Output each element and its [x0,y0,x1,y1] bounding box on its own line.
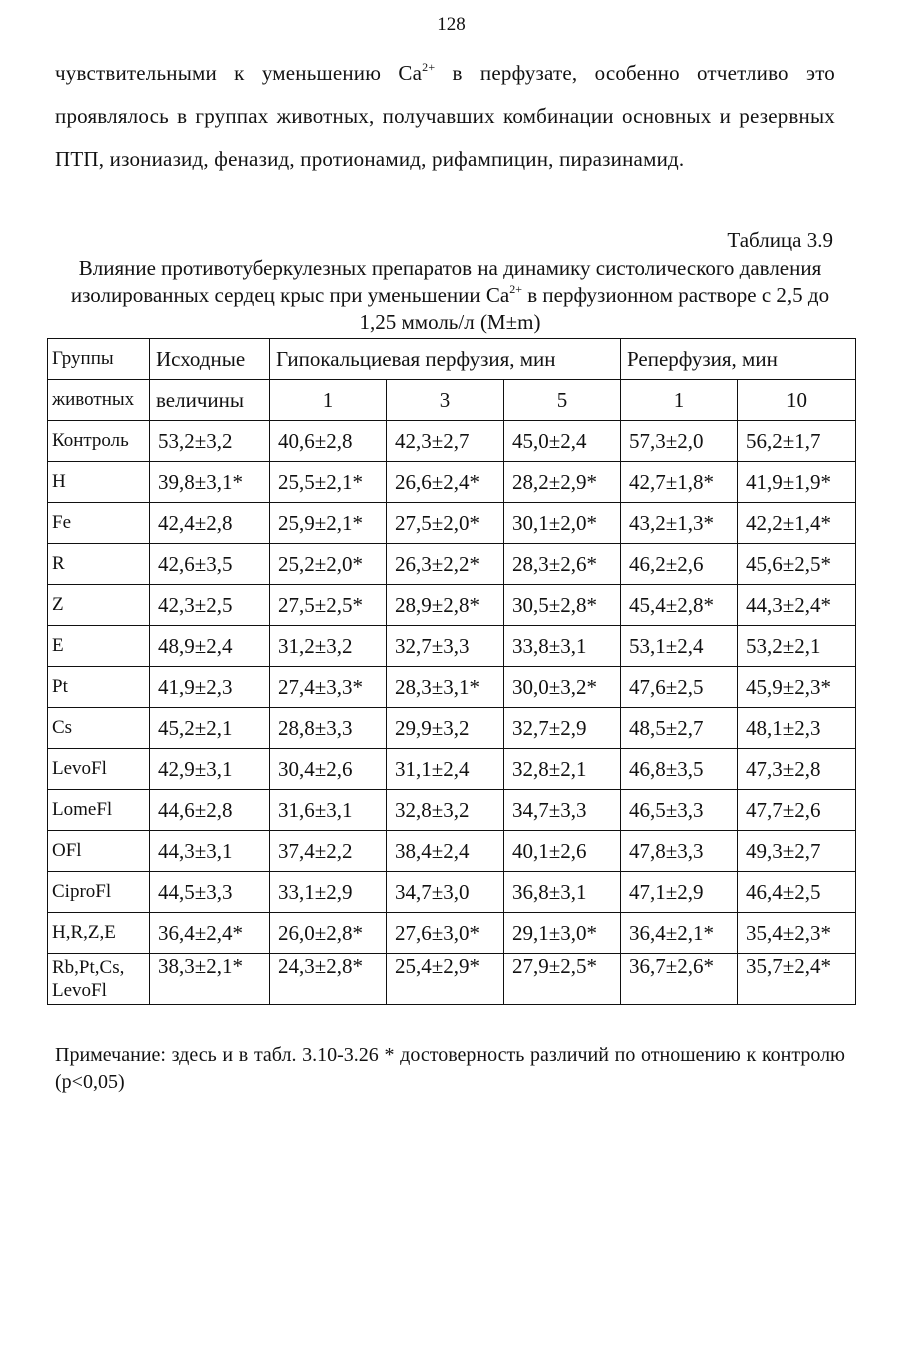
group-name-cell: LevoFl [48,749,150,790]
value-cell: 28,8±3,3 [270,708,387,749]
value-cell: 31,6±3,1 [270,790,387,831]
value-cell: 30,5±2,8* [504,585,621,626]
value-cell: 46,2±2,6 [621,544,738,585]
value-cell: 56,2±1,7 [738,421,856,462]
value-cell: 29,9±3,2 [387,708,504,749]
value-cell: 41,9±1,9* [738,462,856,503]
value-cell: 44,3±3,1 [150,831,270,872]
value-cell: 27,5±2,0* [387,503,504,544]
value-cell: 44,6±2,8 [150,790,270,831]
value-cell: 33,8±3,1 [504,626,621,667]
value-cell: 37,4±2,2 [270,831,387,872]
table-row [48,872,856,913]
caption-text-start: Влияние противотуберкулезных препаратов на динамику систолического давления изолированных сердец крыс при уменьшении Ca [70,256,822,307]
value-cell: 47,7±2,6 [738,790,856,831]
value-cell: 38,3±2,1* [150,954,270,1005]
value-cell: 35,7±2,4* [738,954,856,1005]
value-cell: 40,1±2,6 [504,831,621,872]
group-name-cell: H,R,Z,E [48,913,150,954]
header-groups-sub: животных [48,380,150,421]
value-cell: 29,1±3,0* [504,913,621,954]
value-cell: 46,4±2,5 [738,872,856,913]
group-name-cell: Контроль [48,421,150,462]
value-cell: 27,5±2,5* [270,585,387,626]
value-cell: 45,2±2,1 [150,708,270,749]
value-cell: 47,1±2,9 [621,872,738,913]
value-cell: 48,5±2,7 [621,708,738,749]
group-name-cell: Fe [48,503,150,544]
paragraph-text-end: в перфузате, особенно отчетливо это проявлялось в группах животных, получавших комбинации основных и резервных ПТП, изониазид, феназид, протионамид, рифампицин, пиразинамид. [55,61,835,171]
table-row [48,503,856,544]
header-initial-sub: величины [150,380,270,421]
value-cell: 42,4±2,8 [150,503,270,544]
value-cell: 38,4±2,4 [387,831,504,872]
table-note: Примечание: здесь и в табл. 3.10-3.26 * достоверность различий по отношению к контролю (р<0,05) [55,1044,845,1093]
value-cell: 28,3±3,1* [387,667,504,708]
value-cell: 34,7±3,0 [387,872,504,913]
value-cell: 53,1±2,4 [621,626,738,667]
value-cell: 36,4±2,4* [150,913,270,954]
value-cell: 39,8±3,1* [150,462,270,503]
value-cell: 47,3±2,8 [738,749,856,790]
value-cell: 36,7±2,6* [621,954,738,1005]
value-cell: 28,3±2,6* [504,544,621,585]
value-cell: 57,3±2,0 [621,421,738,462]
data-table [47,338,856,1005]
value-cell: 42,6±3,5 [150,544,270,585]
value-cell: 31,2±3,2 [270,626,387,667]
value-cell: 30,4±2,6 [270,749,387,790]
table-row [48,708,856,749]
value-cell: 47,6±2,5 [621,667,738,708]
header-minute: 3 [387,380,504,421]
value-cell: 27,9±2,5* [504,954,621,1005]
value-cell: 26,3±2,2* [387,544,504,585]
table-row [48,544,856,585]
value-cell: 32,7±3,3 [387,626,504,667]
value-cell: 28,2±2,9* [504,462,621,503]
header-groups: Группы [48,339,150,380]
value-cell: 26,6±2,4* [387,462,504,503]
group-name-cell: LomeFl [48,790,150,831]
group-name-cell: Cs [48,708,150,749]
value-cell: 25,4±2,9* [387,954,504,1005]
value-cell: 24,3±2,8* [270,954,387,1005]
group-name-cell: OFl [48,831,150,872]
value-cell: 42,3±2,5 [150,585,270,626]
group-name-cell: H [48,462,150,503]
value-cell: 42,2±1,4* [738,503,856,544]
group-name-cell: Rb,Pt,Cs, LevoFl [48,954,150,1005]
table-label: Таблица 3.9 [727,228,833,252]
value-cell: 43,2±1,3* [621,503,738,544]
header-reperfusion: Реперфузия, мин [621,339,856,380]
value-cell: 27,6±3,0* [387,913,504,954]
value-cell: 40,6±2,8 [270,421,387,462]
table-row [48,421,856,462]
table-row [48,667,856,708]
value-cell: 31,1±2,4 [387,749,504,790]
value-cell: 36,4±2,1* [621,913,738,954]
value-cell: 34,7±3,3 [504,790,621,831]
value-cell: 25,9±2,1* [270,503,387,544]
value-cell: 26,0±2,8* [270,913,387,954]
value-cell: 44,5±3,3 [150,872,270,913]
value-cell: 45,9±2,3* [738,667,856,708]
value-cell: 46,8±3,5 [621,749,738,790]
value-cell: 35,4±2,3* [738,913,856,954]
superscript-charge: 2+ [422,60,436,74]
value-cell: 30,1±2,0* [504,503,621,544]
value-cell: 42,7±1,8* [621,462,738,503]
table-row [48,462,856,503]
page-number: 128 [437,14,466,35]
value-cell: 48,9±2,4 [150,626,270,667]
value-cell: 41,9±2,3 [150,667,270,708]
table-caption [50,255,850,336]
value-cell: 46,5±3,3 [621,790,738,831]
header-hypocalcemic: Гипокальциевая перфузия, мин [270,339,621,380]
table-row [48,626,856,667]
group-name-cell: Z [48,585,150,626]
value-cell: 27,4±3,3* [270,667,387,708]
table-row [48,585,856,626]
value-cell: 30,0±3,2* [504,667,621,708]
paragraph-text-start: чувствительными к уменьшению Ca [55,61,423,85]
header-initial: Исходные [150,339,270,380]
header-minute: 1 [621,380,738,421]
caption-superscript: 2+ [509,282,522,296]
value-cell: 32,8±3,2 [387,790,504,831]
value-cell: 42,3±2,7 [387,421,504,462]
value-cell: 36,8±3,1 [504,872,621,913]
value-cell: 49,3±2,7 [738,831,856,872]
table-row [48,831,856,872]
value-cell: 42,9±3,1 [150,749,270,790]
value-cell: 53,2±2,1 [738,626,856,667]
value-cell: 33,1±2,9 [270,872,387,913]
value-cell: 45,6±2,5* [738,544,856,585]
header-minute: 1 [270,380,387,421]
group-name-cell: R [48,544,150,585]
caption-text-end: в перфузионном растворе с 2,5 до 1,25 ммоль/л (M±m) [359,283,830,334]
value-cell: 45,0±2,4 [504,421,621,462]
value-cell: 48,1±2,3 [738,708,856,749]
header-minute: 10 [738,380,856,421]
group-name-cell: CiproFl [48,872,150,913]
header-minute: 5 [504,380,621,421]
value-cell: 45,4±2,8* [621,585,738,626]
value-cell: 53,2±3,2 [150,421,270,462]
value-cell: 47,8±3,3 [621,831,738,872]
value-cell: 44,3±2,4* [738,585,856,626]
body-paragraph [55,52,835,181]
group-name-cell: Pt [48,667,150,708]
value-cell: 28,9±2,8* [387,585,504,626]
group-name-cell: E [48,626,150,667]
value-cell: 25,2±2,0* [270,544,387,585]
table-row [48,913,856,954]
table-row [48,954,856,1005]
value-cell: 32,8±2,1 [504,749,621,790]
value-cell: 25,5±2,1* [270,462,387,503]
value-cell: 32,7±2,9 [504,708,621,749]
header-row-bottom [48,380,856,421]
header-row-top [48,339,856,380]
table-row [48,749,856,790]
table-row [48,790,856,831]
